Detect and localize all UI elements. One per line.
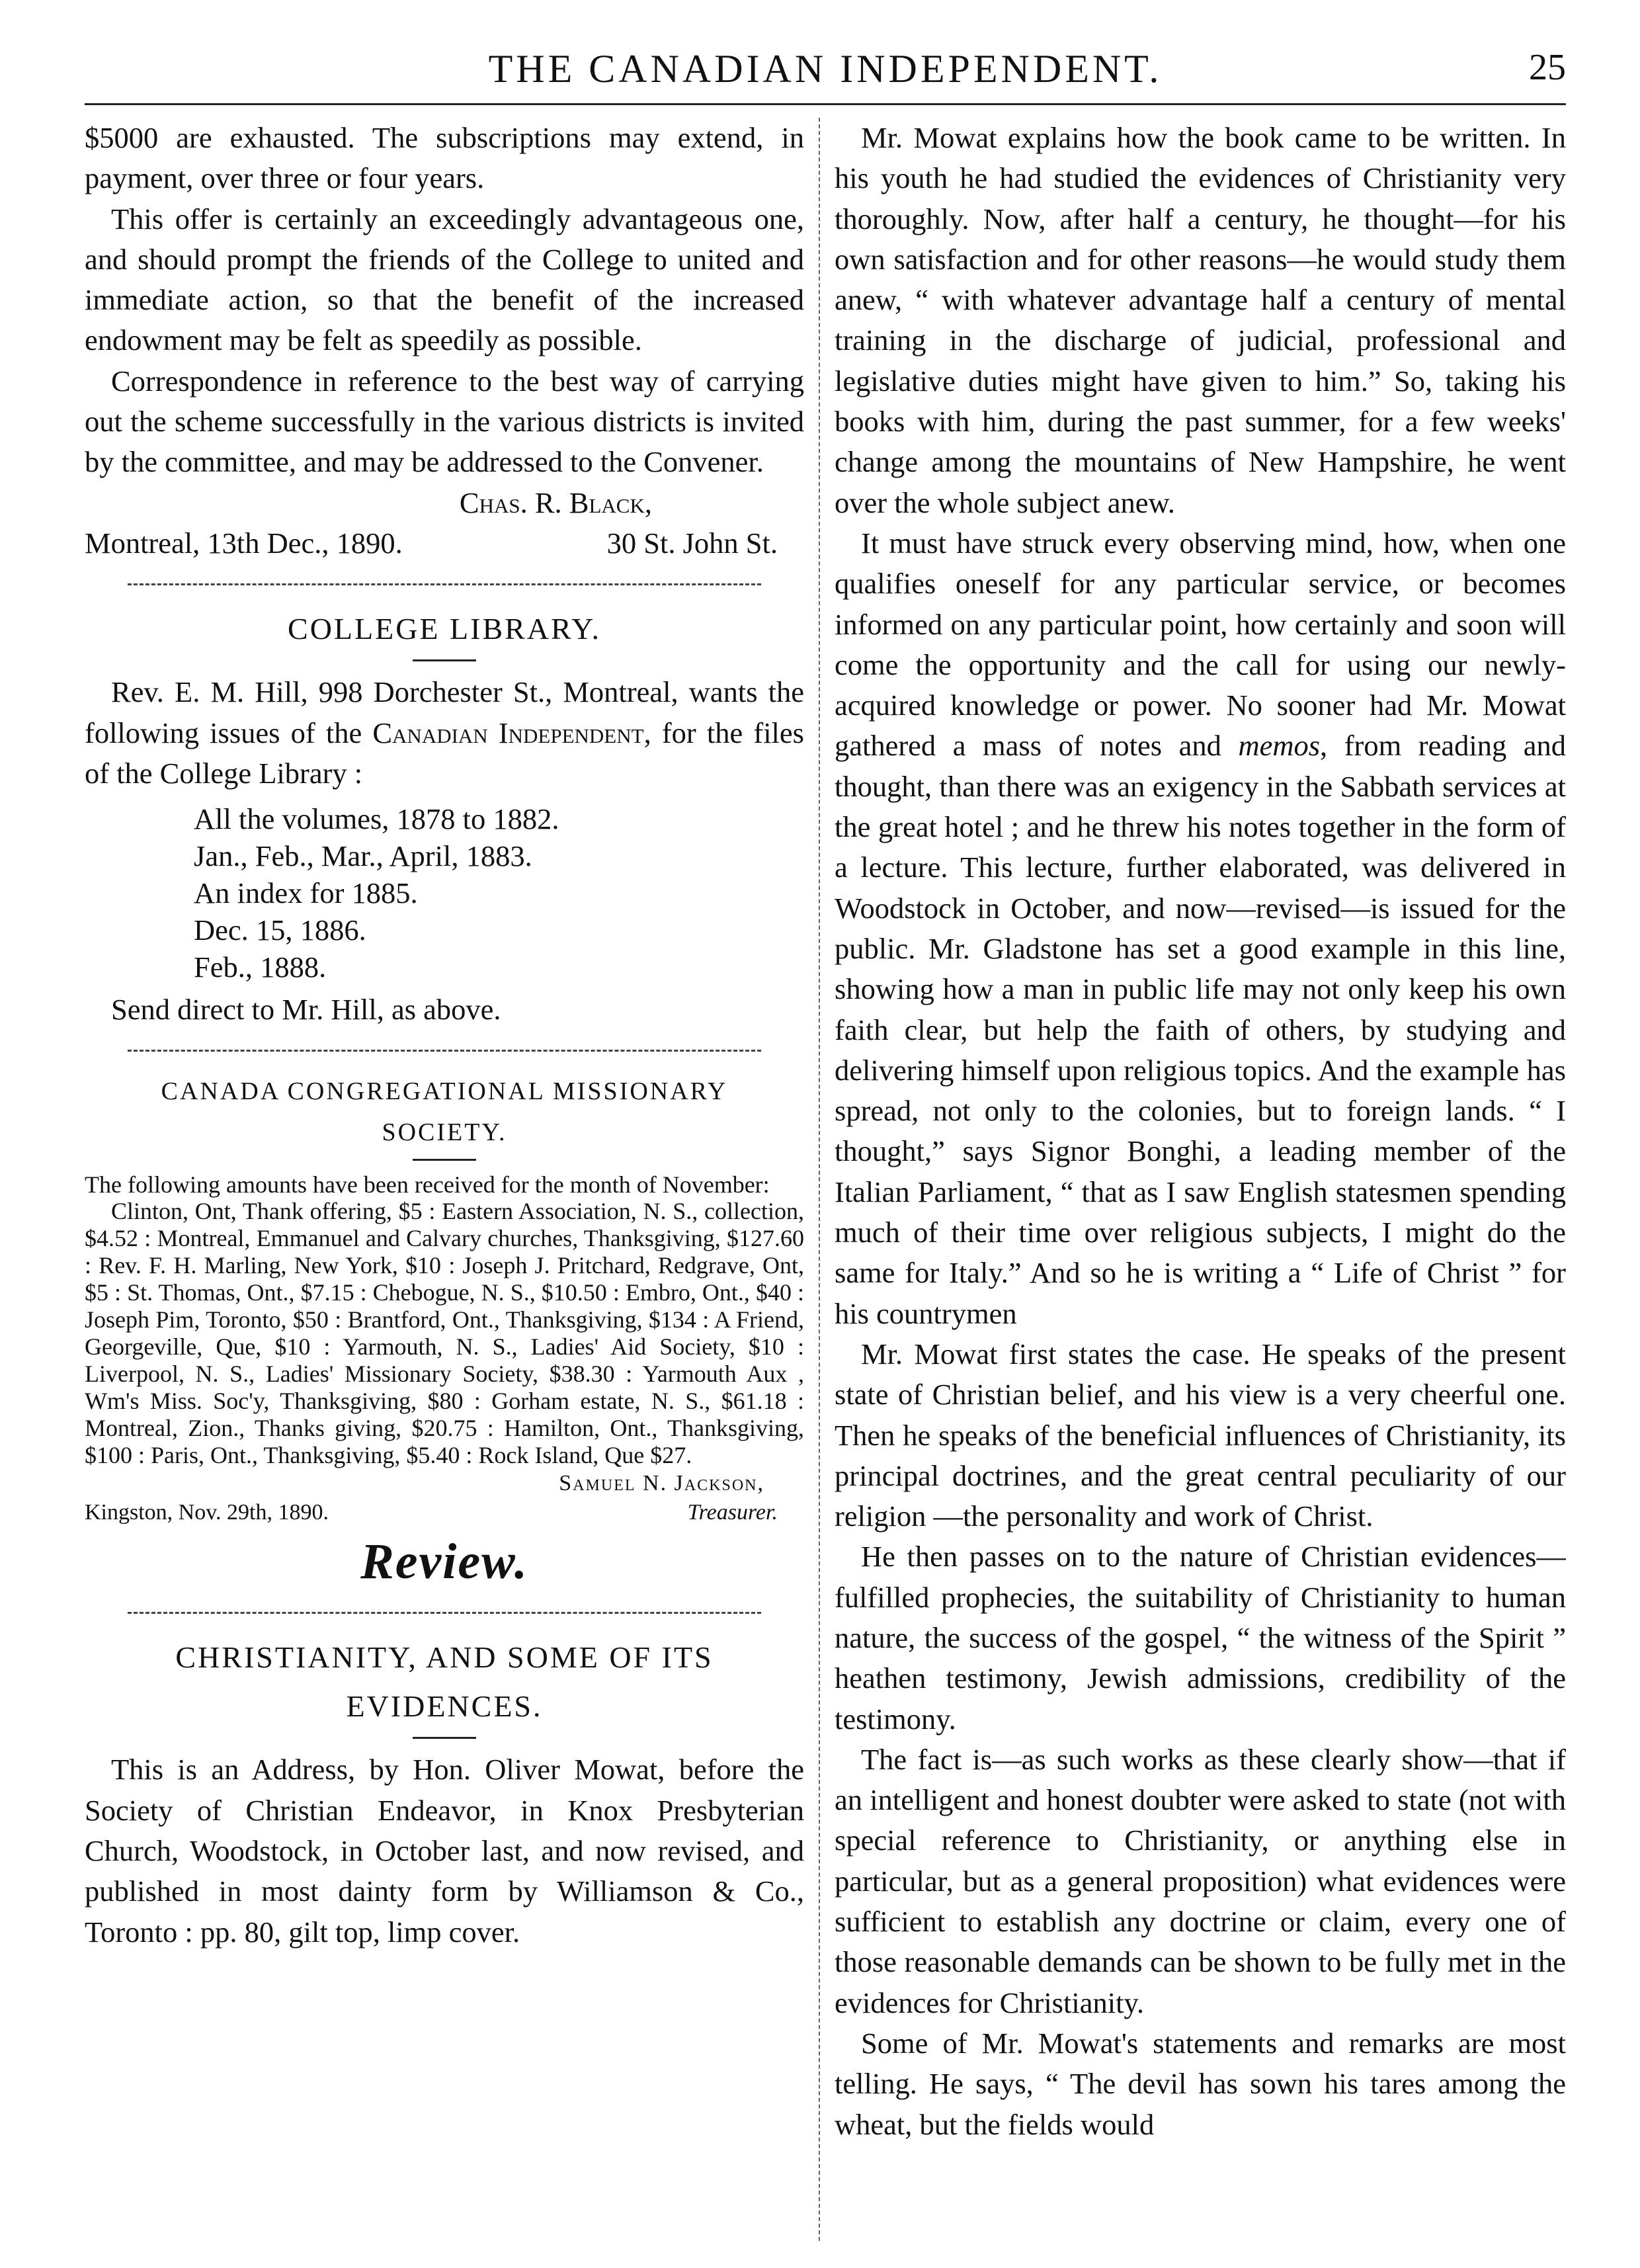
paragraph: The fact is—as such works as these clearly show—that if an intelligent and honest doubter were asked to state (not with special reference to Christianity, or anything else in particular, but as a general proposition) what evidences were sufficient to establish any doctrine or claim, every one of those reasonable demands can be shown to be fully met in the evidences for Christianity. <box>835 1742 1566 2019</box>
paragraph-text: , from reading and thought, than there was an exigency in the Sabbath services at the great hotel ; and he threw his notes together in the form of a lecture. This lecture, further elaborated, was delivered in Woodstock in October, and now—revised—is issued for the public. Mr. Gladstone has set a good example in this line, showing how a man in public life may not only keep his own faith clear, but help the faith of others, by studying and delivering himself upon religious topics. And the example has spread, not only to the colonies, but to foreign lands. “ I thought,” says Signor Bonghi, a leading member of the Italian Parliament, “ that as I saw English statesmen spending much of their time over religious subjects, I might do the same for Italy.” And so he is writing a “ Life of Christ ” for his countrymen <box>835 729 1566 1330</box>
right-column <box>835 118 1566 2254</box>
missionary-intro: The following amounts have been received for the month of November: <box>85 1171 770 1198</box>
left-column <box>85 118 804 2254</box>
paragraph-text: It must have struck every observing mind, how, when one qualifies oneself for any particular service, or becomes informed on any particular point, how certainly and soon will come the opportunity and the call for using our newly-acquired knowledge or power. No sooner had Mr. Mowat gathered a mass of notes and <box>835 526 1566 763</box>
treasurer-signature <box>85 1469 804 1527</box>
emphasized-word: memos <box>1238 729 1321 763</box>
treasurer-role: Treasurer. <box>687 1500 778 1525</box>
page-number: 25 <box>1529 47 1566 88</box>
issue-item: Dec. 15, 1886. <box>194 913 366 947</box>
library-closing: Send direct to Mr. Hill, as above. <box>111 993 501 1027</box>
missionary-heading-line-2: SOCIETY. <box>382 1118 507 1147</box>
issue-item: Jan., Feb., Mar., April, 1883. <box>194 839 532 873</box>
column-divider <box>819 118 820 2241</box>
running-header <box>85 32 1566 105</box>
library-intro-text: , for the files of the College Library : <box>85 716 804 790</box>
review-title-line-1: CHRISTIANITY, AND SOME OF ITS <box>175 1640 714 1675</box>
running-title: THE CANADIAN INDEPENDENT. <box>488 47 1163 91</box>
library-intro <box>85 672 804 794</box>
heading-rule <box>413 1159 476 1161</box>
signature-row <box>85 523 804 564</box>
paragraph: Correspondence in reference to the best way of carrying out the scheme successfully in the various districts is invited by the committee, and may be addressed to the Convener. <box>85 364 804 479</box>
heading-rule <box>413 659 476 661</box>
issue-item: Feb., 1888. <box>194 950 327 984</box>
paragraph <box>835 523 1566 1334</box>
section-separator <box>128 1612 760 1614</box>
paragraph: This offer is certainly an exceedingly advantageous one, and should prompt the friends of the College to united and immediate action, so that the benefit of the increased endowment may be felt as speedily as possible. <box>85 202 804 357</box>
missionary-heading-line-1: CANADA CONGREGATIONAL MISSIONARY <box>161 1077 728 1106</box>
review-title-line-2: EVIDENCES. <box>346 1689 543 1724</box>
library-heading: COLLEGE LIBRARY. <box>288 612 601 646</box>
paragraph: This is an Address, by Hon. Oliver Mowat, before the Society of Christian Endeavor, in Knox Presbyterian Church, Woodstock, in October last, and now revised, and published in most dainty form by Williamson & Co., Toronto : pp. 80, gilt top, limp cover. <box>85 1753 804 1949</box>
paragraph: Mr. Mowat first states the case. He speaks of the present state of Christian belief, and his view is a very cheerful one. Then he speaks of the beneficial influences of Christianity, its principal doctrines, and the great central peculiarity of our religion —the personality and work of Christ. <box>835 1337 1566 1533</box>
library-intro-text: Rev. E. M. Hill, 998 Dorchester St., Montreal, wants the following issues of the <box>85 675 804 749</box>
heading-rule <box>413 1737 476 1739</box>
treasurer-name: Samuel N. Jackson, <box>559 1471 764 1496</box>
issue-item: An index for 1885. <box>194 876 418 910</box>
header-rule <box>85 103 1566 105</box>
paragraph: He then passes on to the nature of Christian evidences—fulfilled prophecies, the suitability of Christianity to human nature, the success of the gospel, “ the witness of the Spirit ” heathen testimony, Jewish admissions, credibility of the testimony. <box>835 1540 1566 1736</box>
section-separator <box>128 1050 760 1052</box>
signature-address: 30 St. John St. <box>606 526 778 560</box>
issue-item: All the volumes, 1878 to 1882. <box>194 802 559 836</box>
donation-list: Clinton, Ont, Thank offering, $5 : Eastern Association, N. S., collection, $4.52 : Montreal, Emmanuel and Calvary churches, Thanksgiving, $127.60 : Rev. F. H. Marling, New York, $10 : Joseph J. Pritchard, Redgrave, Ont, $5 : St. Thomas, Ont., $7.15 : Chebogue, N. S., $10.50 : Embro, Ont., $40 : Joseph Pim, Toronto, $50 : Brantford, Ont., Thanksgiving, $134 : A Friend, Georgeville, Que, $10 : Yarmouth, N. S., Ladies' Aid Society, $10 : Liverpool, N. S., Ladies' Missionary Society, $38.30 : Yarmouth Aux , Wm's Miss. Soc'y, Thanksgiving, $80 : Gorham estate, N. S., $61.18 : Montreal, Zion., Thanks giving, $20.75 : Hamilton, Ont., Thanksgiving, $100 : Paris, Ont., Thanksgiving, $5.40 : Rock Island, Que $27. <box>85 1198 804 1469</box>
treasurer-row <box>85 1498 804 1527</box>
review-heading: Review. <box>360 1534 528 1590</box>
issue-list <box>85 800 804 986</box>
paragraph: $5000 are exhausted. The subscriptions may extend, in payment, over three or four years. <box>85 121 804 195</box>
paragraph: Mr. Mowat explains how the book came to be written. In his youth he had studied the evidences of Christianity very thoroughly. Now, after half a century, he thought—for his own satisfaction and for other reasons—he would study them anew, “ with whatever advantage half a century of mental training in the discharge of judicial, professional and legislative duties might have given to him.” So, taking his books with him, during the past summer, for a few weeks' change among the mountains of New Hampshire, he went over the whole subject anew. <box>835 121 1566 519</box>
signature-name: Chas. R. Black, <box>459 485 652 519</box>
treasurer-place-date: Kingston, Nov. 29th, 1890. <box>85 1500 329 1525</box>
section-separator <box>128 583 760 585</box>
paragraph: Some of Mr. Mowat's statements and remarks are most telling. He says, “ The devil has sown his tares among the wheat, but the fields would <box>835 2026 1566 2141</box>
publication-name: Canadian Independent <box>372 716 644 749</box>
signature-place-date: Montreal, 13th Dec., 1890. <box>85 526 403 560</box>
